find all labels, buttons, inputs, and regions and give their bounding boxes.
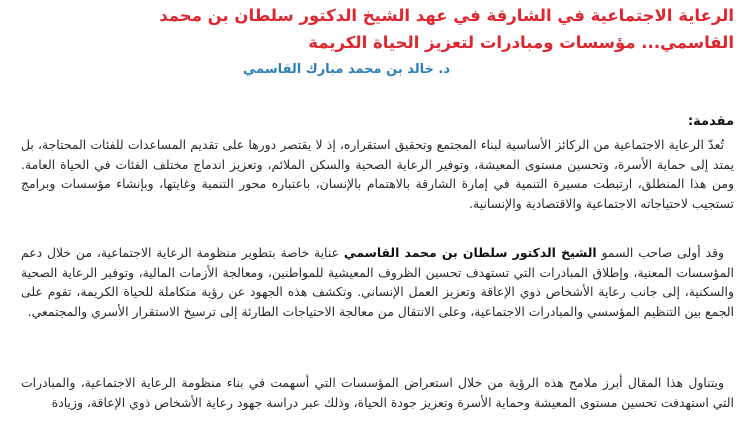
article-title xyxy=(19,2,734,56)
intro-paragraph-2-rest: عناية خاصة بتطوير منظومة الرعاية الاجتماعية، من خلال دعم المؤسسات المعنية، وإطلاق المبادرات التي تستهدف تحسين الظروف المعيشية للمواطنين، ومعالجة الأزمات المالية، وتوفير الرعاية الصحية والسكنية، إلى جانب رعاية الأشخاص ذوي الإعاقة وتعزيز العمل الإنساني. وتكشف هذه الجهود عن رؤية متكاملة للحياة الكريمة، تقوم على الجمع بين التنظيم المؤسسي والمبادرات الاجتماعية، وعلى الانتقال من معالجة الاحتياجات الطارئة إلى ترسيخ الاستقرار الأسري والمجتمعي. xyxy=(21,245,734,319)
article-title-line-2: القاسمي... مؤسسات ومبادرات لتعزيز الحياة الكريمة xyxy=(308,33,734,52)
author-name: د. خالد بن محمد مبارك القاسمي xyxy=(243,62,450,77)
ruler-name-bold: الشيخ الدكتور سلطان بن محمد القاسمي xyxy=(343,245,597,260)
intro-paragraph-3-text: ويتناول هذا المقال أبرز ملامح هذه الرؤية من خلال استعراض المؤسسات التي أسهمت في بناء منظومة الرعاية الاجتماعية، والمبادرات التي استهدفت تحسين مستوى المعيشة وحماية الأسرة وتعزيز جودة الحياة، وذلك عبر دراسة جهود رعاية الأشخاص ذوي الإعاقة، وزيادة xyxy=(21,375,734,410)
intro-paragraph-2-lead: وقد أولى صاحب السمو xyxy=(596,245,724,260)
intro-heading: مقدمة: xyxy=(687,114,734,129)
intro-paragraph-2 xyxy=(21,243,734,321)
intro-paragraph-3 xyxy=(21,373,734,412)
intro-paragraph-1 xyxy=(21,135,734,213)
intro-paragraph-1-text: تُعدّ الرعاية الاجتماعية من الركائز الأساسية لبناء المجتمع وتحقيق استقراره، إذ لا يقتصر دورها على تقديم المساعدات للفئات المحتاجة، بل يمتد إلى حماية الأسرة، وتحسين مستوى المعيشة، وتوفير الرعاية الصحية والسكن الملائم، وتعزيز اندماج مختلف الفئات في الحياة العامة. ومن هذا المنطلق، ارتبطت مسيرة التنمية في إمارة الشارقة بالاهتمام بالإنسان، باعتباره محور التنمية وغايتها، وبإنشاء مؤسسات وبرامج تستجيب لاحتياجاته الاجتماعية والاقتصادية والإنسانية. xyxy=(21,137,734,211)
article-title-line-1: الرعاية الاجتماعية في الشارقة في عهد الشيخ الدكتور سلطان بن محمد xyxy=(159,6,734,25)
